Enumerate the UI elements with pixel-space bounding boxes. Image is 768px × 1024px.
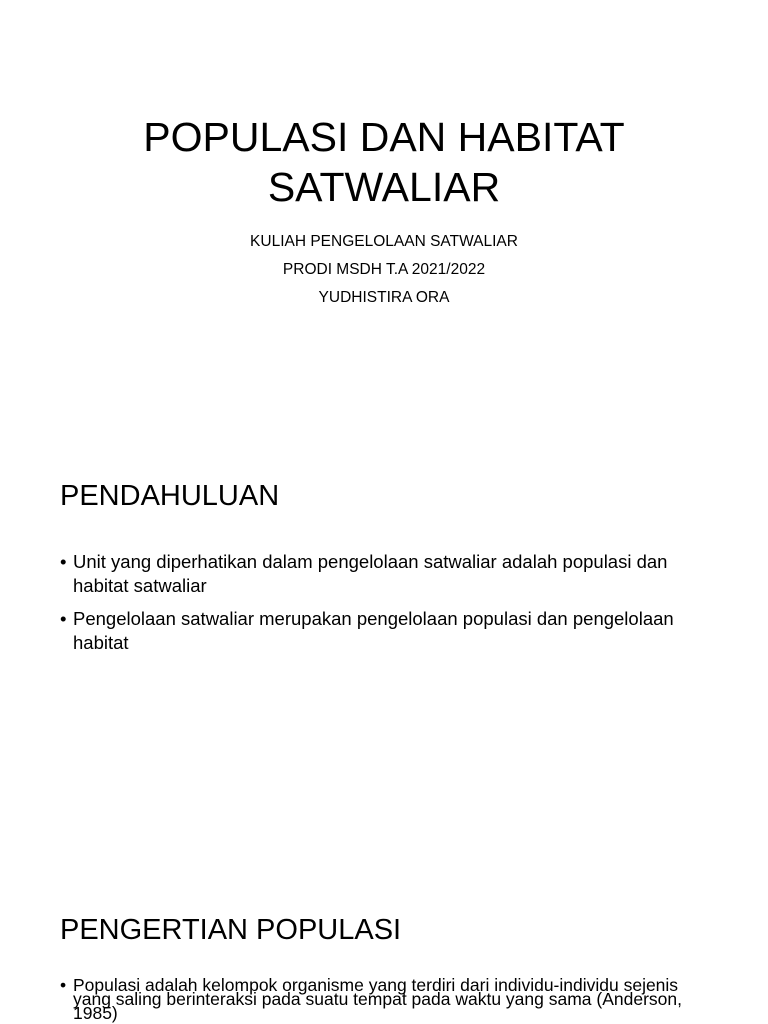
author-name: YUDHISTIRA ORA bbox=[318, 289, 450, 306]
slide-subtitle bbox=[0, 228, 768, 312]
bullet-icon: • bbox=[60, 551, 67, 572]
section-heading: PENDAHULUAN bbox=[60, 480, 280, 512]
list-item-text: Unit yang diperhatikan dalam pengelolaan satwaliar adalah populasi dan habitat satwaliar bbox=[73, 551, 668, 596]
bullet-list bbox=[60, 550, 710, 664]
program-year: PRODI MSDH T.A 2021/2022 bbox=[282, 261, 486, 278]
title-slide bbox=[0, 0, 768, 432]
list-item bbox=[60, 550, 710, 598]
intro-slide bbox=[0, 432, 768, 864]
course-name: KULIAH PENGELOLAAN SATWALIAR bbox=[250, 233, 518, 250]
definition-slide bbox=[0, 864, 768, 1024]
slide-title bbox=[0, 112, 768, 212]
slide-title-line-2: SATWALIAR bbox=[267, 164, 501, 210]
list-item bbox=[60, 607, 710, 655]
section-heading: PENGERTIAN POPULASI bbox=[60, 914, 402, 946]
bullet-list bbox=[60, 975, 710, 1024]
list-item-text: Populasi adalah kelompok organisme yang terdiri dari individu-individu sejenis yang saling berinteraksi pada suatu tempat pada waktu yang sama (Anderson, 1985) bbox=[73, 975, 682, 1023]
bullet-icon: • bbox=[60, 608, 67, 629]
slide-title-line-1: POPULASI DAN HABITAT bbox=[143, 114, 625, 160]
bullet-icon: • bbox=[60, 975, 67, 995]
list-item bbox=[60, 975, 710, 1023]
list-item-text: Pengelolaan satwaliar merupakan pengelolaan populasi dan pengelolaan habitat bbox=[73, 608, 674, 653]
